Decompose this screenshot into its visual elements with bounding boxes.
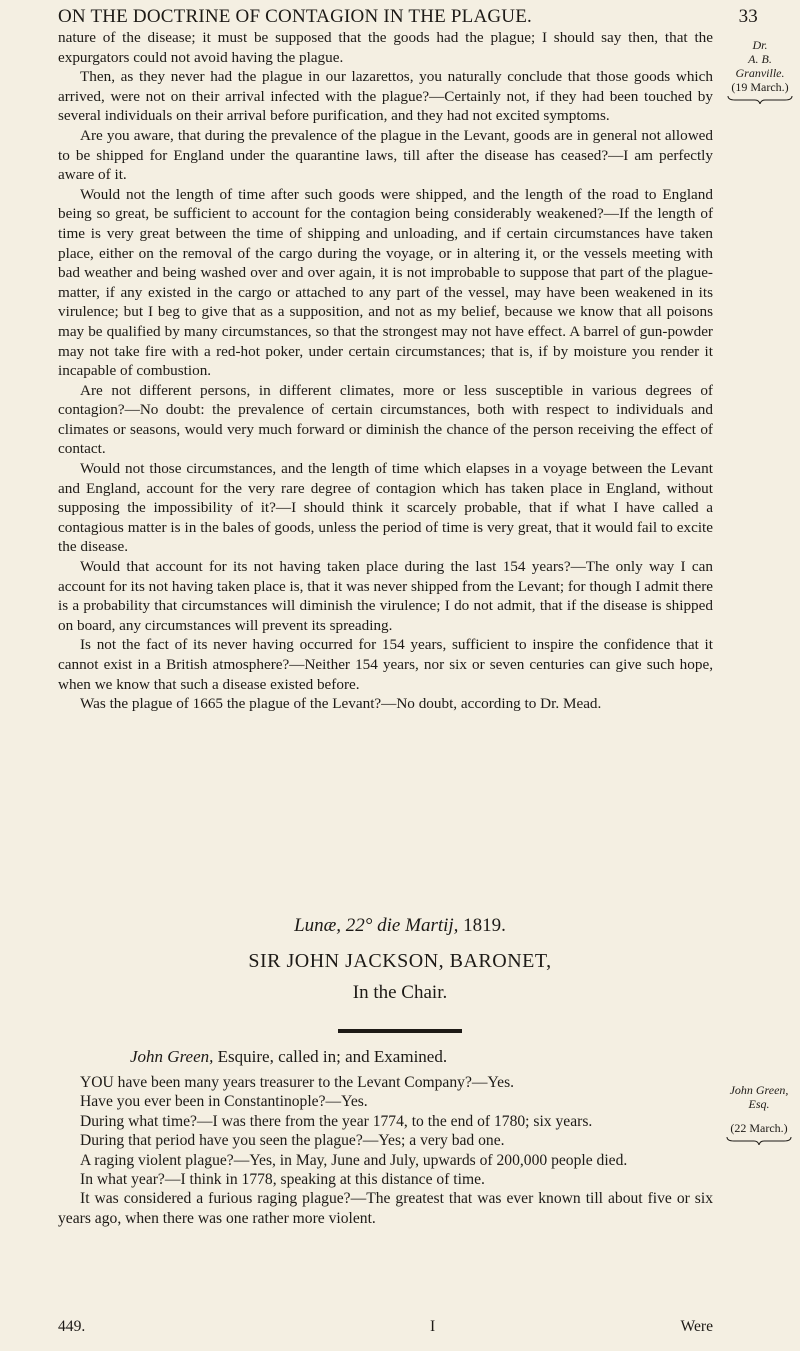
witness-heading-rest: Esquire, called in; and Examined. bbox=[213, 1047, 448, 1066]
paragraph: Was the plague of 1665 the plague of the Levant?—No doubt, according to Dr. Mead. bbox=[80, 695, 602, 713]
margin-note-green bbox=[722, 1083, 796, 1145]
witness-name: John Green, bbox=[130, 1047, 214, 1066]
paragraph: Is not the fact of its never having occurred for 154 years, sufficient to inspire the confidence that it cannot exist in a British atmosphere?—Neither 154 years, nor six or seven centuries can give such hope, when we know that such a disease existed before. bbox=[58, 636, 713, 693]
margin-note-line: (22 March.) bbox=[730, 1121, 788, 1135]
brace-icon bbox=[727, 96, 793, 104]
margin-note-line: Dr. bbox=[752, 38, 768, 52]
paragraph: Then, as they never had the plague in our lazarettos, you naturally conclude that those goods which arrived, were not on their arrival infected with the plague?—Certainly not, if they had been touched by several individuals on their arrival before purification, and they had not excited symptoms. bbox=[58, 68, 713, 125]
paragraph: nature of the disease; it must be supposed that the goods had the plague; I should say then, that the expurgators could not avoid having the plague. bbox=[58, 29, 713, 66]
paragraph: Have you ever been in Constantinople?—Yes. bbox=[80, 1093, 368, 1111]
paragraph: Would not those circumstances, and the length of time which elapses in a voyage between the Levant and England, account for the very rare degree of contagion which has taken place in England, without supposing the impossibility of it?—I should think it scarcely probable, that if what I have called a contagious matter is in the bales of goods, unless the period of time is very great, that it would fail to excite the disease. bbox=[58, 460, 713, 556]
running-head bbox=[58, 6, 758, 28]
paragraph: Would not the length of time after such goods were shipped, and the length of the road to England being so great, be sufficient to account for the contagion being considerably weakened?—If the length of time is very great between the time of shipping and unloading, and if certain circumstances have taken place, either on the removal of the cargo during the voyage, or in altering it, or the vessels meeting with bad weather and being washed over and over again, it is not improbable to suppose that part of the plague-matter, if any existed in the cargo or attached to any part of the vessel, may have been weakened in its virulence; but I beg to give that as a supposition, and not as my belief, because we know that all poisons may be qualified by many circumstances, so that the strongest may not have effect. A barrel of gun-powder may not take fire with a red-hot poker, under certain circumstances; that is, if by moisture you render it incapable of combustion. bbox=[58, 185, 713, 380]
paragraph: During what time?—I was there from the year 1774, to the end of 1780; six years. bbox=[80, 1112, 593, 1130]
paragraph: In what year?—I think in 1778, speaking at this distance of time. bbox=[80, 1171, 485, 1189]
margin-note-line: A. B. Granville. bbox=[735, 52, 785, 80]
signature-mark: 449. bbox=[58, 1318, 86, 1335]
session-year: 1819. bbox=[458, 915, 506, 936]
page-number: 33 bbox=[738, 6, 758, 27]
margin-note-line: (19 March.) bbox=[731, 80, 789, 94]
brace-icon bbox=[726, 1137, 792, 1145]
margin-note-line: John Green, bbox=[729, 1083, 789, 1097]
witness-heading bbox=[130, 1047, 447, 1067]
catchword: Were bbox=[680, 1318, 713, 1335]
paragraph: Are not different persons, in different climates, more or less susceptible in various degrees of contagion?—No doubt: the prevalence of certain circumstances, both with respect to individuals and climates or seasons, would very much forward or diminish the chance of the person receiving the effect of contact. bbox=[58, 381, 713, 458]
chair-name: SIR JOHN JACKSON, BARONET, bbox=[248, 950, 552, 972]
paragraph: A raging violent plague?—Yes, in May, June and July, upwards of 200,000 people died. bbox=[80, 1151, 628, 1169]
gathering-mark: I bbox=[430, 1318, 436, 1335]
paragraph: YOU have been many years treasurer to the Levant Company?—Yes. bbox=[80, 1074, 515, 1091]
paragraph: Are you aware, that during the prevalence of the plague in the Levant, goods are in general not allowed to be shipped for England under the quarantine laws, till after the disease has ceased?—I am perfectly aware of it. bbox=[58, 126, 713, 184]
chair-role: In the Chair. bbox=[352, 982, 448, 1003]
paragraph: It was considered a furious raging plague?—The greatest that was ever known till about five or six years ago, when there was one rather more violent. bbox=[58, 1190, 713, 1227]
session-date-text: Lunæ, 22° die Martij, bbox=[294, 915, 459, 936]
running-head-title: ON THE DOCTRINE OF CONTAGION IN THE PLAGUE. bbox=[58, 6, 532, 27]
margin-note-granville bbox=[724, 38, 796, 104]
session-date bbox=[0, 915, 800, 937]
margin-note-line: Esq. bbox=[748, 1097, 770, 1111]
paragraph: During that period have you seen the plague?—Yes; a very bad one. bbox=[80, 1132, 505, 1150]
body-text bbox=[58, 28, 713, 714]
section-divider bbox=[338, 1029, 462, 1033]
paragraph: Would that account for its not having taken place during the last 154 years?—The only way I can account for its not having taken place is, that it was never shipped from the Levant; for though I admit there is a probability that circumstances will diminish the virulence; I do not admit, that if the disease is shipped on board, any circumstances will prevent its spreading. bbox=[58, 558, 713, 634]
testimony-text bbox=[58, 1073, 713, 1228]
